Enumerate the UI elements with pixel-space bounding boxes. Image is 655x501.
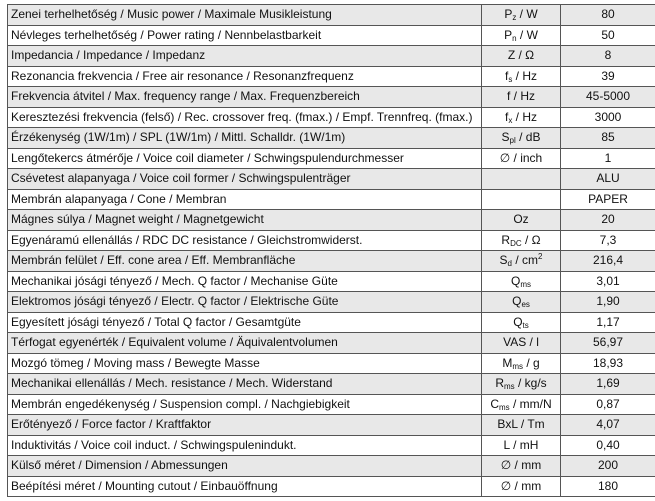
parameter-description: Mágnes súlya / Magnet weight / Magnetgewicht (8, 210, 482, 231)
parameter-unit (482, 87, 561, 108)
parameter-description: Névleges terhelhetőség / Power rating / Nennbelastbarkeit (8, 25, 482, 46)
table-row (8, 435, 655, 456)
parameter-unit (482, 210, 561, 231)
unit-symbol: C (490, 396, 499, 411)
parameter-unit (482, 107, 561, 128)
table-row (8, 128, 655, 149)
parameter-value: 3,01 (561, 271, 655, 292)
table-row (8, 107, 655, 128)
parameter-unit (482, 435, 561, 456)
unit-subscript: s (508, 74, 513, 84)
unit-subscript: pl (509, 136, 516, 146)
spec-table-container (7, 4, 651, 497)
parameter-unit (482, 251, 561, 272)
unit-subscript: es (521, 300, 530, 310)
table-row (8, 312, 655, 333)
parameter-description: Keresztezési frekvencia (felső) / Rec. crossover freq. (fmax.) / Empf. Trennfreq. (fmax.) (8, 107, 482, 128)
unit-symbol: ∅ / mm (500, 458, 542, 473)
unit-symbol: Q (510, 273, 521, 288)
table-row (8, 353, 655, 374)
parameter-description: Külső méret / Dimension / Abmessungen (8, 456, 482, 477)
unit-symbol: Q (513, 314, 523, 329)
parameter-unit (482, 394, 561, 415)
parameter-unit (482, 476, 561, 497)
parameter-value: 8 (561, 46, 655, 67)
unit-subscript: ts (522, 320, 529, 330)
unit-subscript: ms (503, 382, 515, 392)
parameter-description: Zenei terhelhetőség / Music power / Maximale Musikleistung (8, 5, 482, 26)
parameter-unit (482, 128, 561, 149)
parameter-unit (482, 25, 561, 46)
table-row (8, 394, 655, 415)
parameter-value: 18,93 (561, 353, 655, 374)
parameter-description: Induktivitás / Voice coil induct. / Schwingspulenindukt. (8, 435, 482, 456)
parameter-unit (482, 230, 561, 251)
table-row (8, 148, 655, 169)
unit-symbol: L / mH (503, 437, 539, 452)
parameter-description: Lengőtekercs átmérője / Voice coil diameter / Schwingspulendurchmesser (8, 148, 482, 169)
parameter-description: Erőtényező / Force factor / Kraftfaktor (8, 415, 482, 436)
unit-suffix: / Hz (512, 68, 537, 83)
unit-symbol: f (504, 109, 509, 124)
unit-suffix: / W (516, 7, 538, 22)
unit-suffix: / W (516, 27, 538, 42)
table-row (8, 333, 655, 354)
parameter-value: 0,87 (561, 394, 655, 415)
parameter-description: Impedancia / Impedance / Impedanz (8, 46, 482, 67)
unit-suffix: / Hz (512, 109, 537, 124)
parameter-value: 1 (561, 148, 655, 169)
parameter-unit (482, 189, 561, 210)
unit-symbol: S (501, 130, 510, 145)
unit-suffix: / kg/s (514, 376, 547, 391)
table-row (8, 374, 655, 395)
unit-symbol: Q (512, 294, 522, 309)
table-row (8, 5, 655, 26)
parameter-unit (482, 415, 561, 436)
unit-subscript: ms (520, 279, 531, 289)
unit-suffix: / mm/N (509, 396, 552, 411)
parameter-unit (482, 456, 561, 477)
parameter-unit (482, 148, 561, 169)
parameter-unit (482, 312, 561, 333)
table-row (8, 189, 655, 210)
table-row (8, 456, 655, 477)
parameter-description: Térfogat egyenérték / Equivalent volume / Äquivalentvolumen (8, 333, 482, 354)
parameter-description: Csévetest alapanyaga / Voice coil former / Schwingspulenträger (8, 169, 482, 190)
parameter-value: 56,97 (561, 333, 655, 354)
unit-subscript: x (508, 115, 513, 125)
unit-symbol: ∅ / inch (499, 150, 543, 165)
spec-table-body (8, 5, 655, 497)
parameter-description: Frekvencia átvitel / Max. frequency range / Max. Frequenzbereich (8, 87, 482, 108)
unit-subscript: d (507, 259, 512, 269)
unit-symbol: ∅ / mm (500, 478, 542, 493)
unit-subscript: ms (512, 361, 523, 371)
parameter-value: 39 (561, 66, 655, 87)
unit-symbol: S (499, 253, 508, 268)
unit-symbol: P (504, 27, 513, 42)
table-row (8, 169, 655, 190)
unit-suffix: / Ω (521, 232, 541, 247)
parameter-value: PAPER (561, 189, 655, 210)
parameter-value: 200 (561, 456, 655, 477)
parameter-value: ALU (561, 169, 655, 190)
unit-suffix: / g (522, 355, 540, 370)
parameter-value: 0,40 (561, 435, 655, 456)
parameter-value: 1,69 (561, 374, 655, 395)
parameter-value: 80 (561, 5, 655, 26)
parameter-unit (482, 46, 561, 67)
unit-symbol: P (504, 7, 513, 22)
parameter-value: 3000 (561, 107, 655, 128)
unit-subscript: n (512, 33, 517, 43)
parameter-description: Érzékenység (1W/1m) / SPL (1W/1m) / Mittl. Schalldr. (1W/1m) (8, 128, 482, 149)
unit-symbol: Oz (513, 212, 529, 227)
speaker-spec-table (7, 4, 655, 497)
unit-suffix: / cm (512, 253, 538, 268)
parameter-value: 7,3 (561, 230, 655, 251)
table-row (8, 210, 655, 231)
parameter-description: Membrán felület / Eff. cone area / Eff. Membranfläche (8, 251, 482, 272)
parameter-value: 1,17 (561, 312, 655, 333)
parameter-value: 216,4 (561, 251, 655, 272)
unit-symbol: M (502, 355, 513, 370)
parameter-unit (482, 333, 561, 354)
parameter-description: Beépítési méret / Mounting cutout / Einbauöffnung (8, 476, 482, 497)
parameter-description: Mozgó tömeg / Moving mass / Bewegte Masse (8, 353, 482, 374)
parameter-unit (482, 5, 561, 26)
unit-symbol: R (501, 232, 511, 247)
table-row (8, 25, 655, 46)
parameter-unit (482, 66, 561, 87)
parameter-unit (482, 292, 561, 313)
table-row (8, 476, 655, 497)
unit-subscript: z (512, 13, 517, 23)
table-row (8, 292, 655, 313)
unit-symbol: Z / Ω (507, 48, 535, 63)
parameter-description: Mechanikai ellenállás / Mech. resistance / Mech. Widerstand (8, 374, 482, 395)
parameter-description: Egyesített jósági tényező / Total Q factor / Gesamtgüte (8, 312, 482, 333)
parameter-description: Mechanikai jósági tényező / Mech. Q factor / Mechanise Güte (8, 271, 482, 292)
unit-suffix: / dB (515, 130, 541, 145)
parameter-unit (482, 374, 561, 395)
parameter-unit (482, 271, 561, 292)
parameter-description: Membrán alapanyaga / Cone / Membran (8, 189, 482, 210)
unit-superscript: 2 (538, 252, 543, 262)
parameter-value: 4,07 (561, 415, 655, 436)
parameter-description: Egyenáramú ellenállás / RDC DC resistance / Gleichstromwiderst. (8, 230, 482, 251)
parameter-value: 45-5000 (561, 87, 655, 108)
table-row (8, 230, 655, 251)
unit-symbol: f (504, 68, 509, 83)
table-row (8, 66, 655, 87)
parameter-value: 85 (561, 128, 655, 149)
table-row (8, 87, 655, 108)
parameter-value: 180 (561, 476, 655, 497)
table-row (8, 251, 655, 272)
unit-subscript: ms (499, 402, 510, 412)
parameter-unit (482, 169, 561, 190)
parameter-description: Membrán engedékenység / Suspension compl. / Nachgiebigkeit (8, 394, 482, 415)
table-row (8, 271, 655, 292)
unit-symbol: R (495, 376, 504, 391)
unit-symbol: f / Hz (506, 89, 535, 104)
parameter-description: Elektromos jósági tényező / Electr. Q factor / Elektrische Güte (8, 292, 482, 313)
unit-symbol: BxL / Tm (497, 417, 545, 432)
unit-subscript: DC (510, 238, 522, 248)
parameter-unit (482, 353, 561, 374)
table-row (8, 415, 655, 436)
parameter-value: 20 (561, 210, 655, 231)
unit-symbol: VAS / l (503, 335, 539, 350)
parameter-description: Rezonancia frekvencia / Free air resonance / Resonanzfrequenz (8, 66, 482, 87)
table-row (8, 46, 655, 67)
parameter-value: 50 (561, 25, 655, 46)
parameter-value: 1,90 (561, 292, 655, 313)
